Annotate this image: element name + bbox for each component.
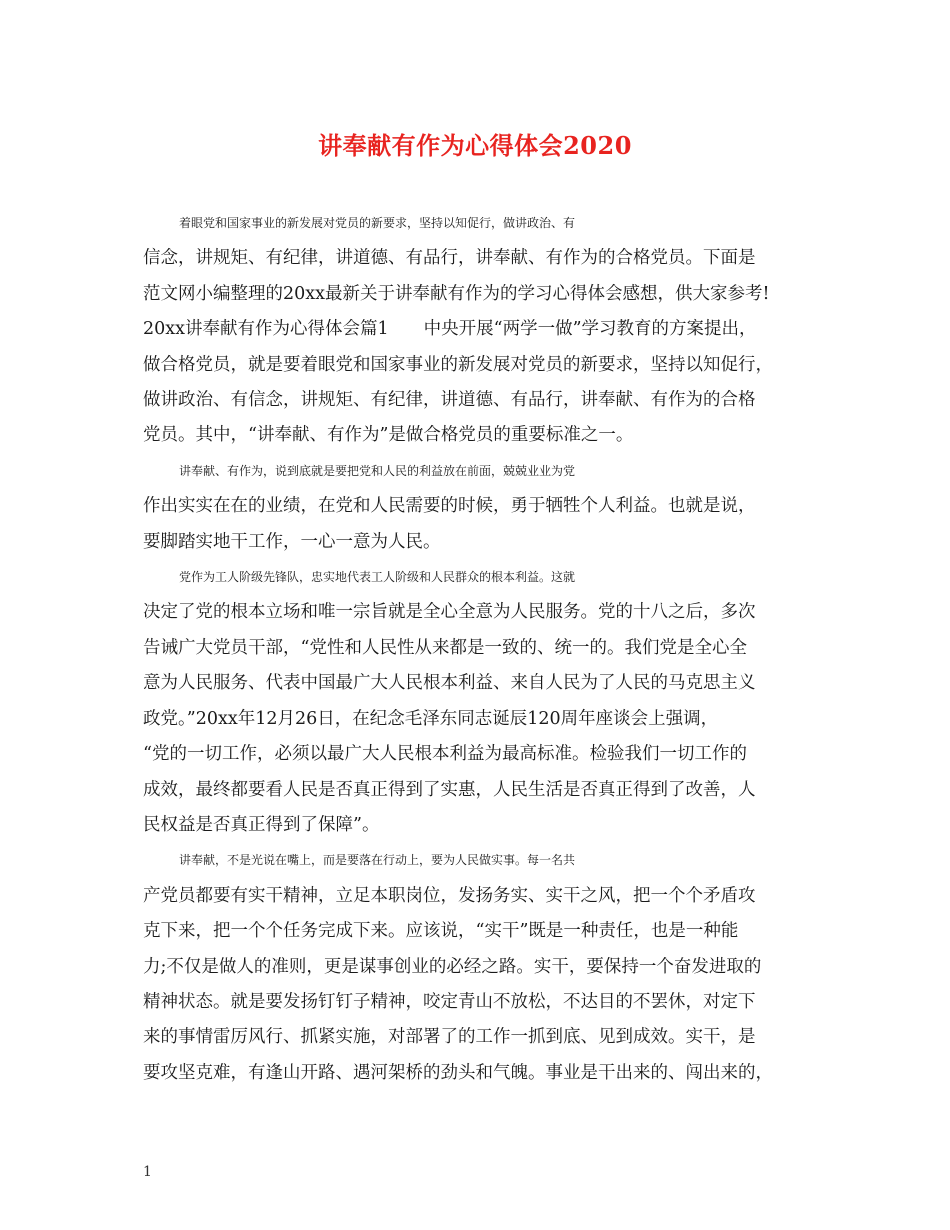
body-line: 精神状态。就是要发扬钉钉子精神，咬定青山不放松，不达目的不罢休，对定下	[143, 991, 756, 1012]
document-body	[143, 206, 811, 1091]
body-line: 党员。其中，“讲奉献、有作为”是做合格党员的重要标准之一。	[143, 425, 634, 446]
document-title: 讲奉献有作为心得体会2020	[318, 131, 632, 160]
body-line: 民权益是否真正得到了保障”。	[143, 814, 380, 835]
body-line: 着眼党和国家事业的新发展对党员的新要求，坚持以知促行，做讲政治、有	[179, 216, 576, 230]
body-line: 党作为工人阶级先锋队，忠实地代表工人阶级和人民群众的根本利益。这就	[179, 570, 576, 585]
body-line: 做合格党员，就是要着眼党和国家事业的新发展对党员的新要求，坚持以知促行，	[143, 354, 773, 375]
body-line: 产党员都要有实干精神，立足本职岗位，发扬务实、实干之风，把一个个矛盾攻	[143, 885, 756, 906]
body-line: 政党。”20xx年12月26日，在纪念毛泽东同志诞辰120周年座谈会上强调，	[143, 708, 719, 729]
body-line: 范文网小编整理的20xx最新关于讲奉献有作为的学习心得体会感想，供大家参考!	[143, 283, 770, 304]
body-line: 意为人民服务、代表中国最广大人民根本利益、来自人民为了人民的马克思主义	[143, 673, 756, 694]
body-line: 做讲政治、有信念，讲规矩、有纪律，讲道德、有品行，讲奉献、有作为的合格	[143, 390, 756, 411]
body-line: 告诫广大党员干部，“党性和人民性从来都是一致的、统一的。我们党是全心全	[143, 637, 747, 658]
body-line: 讲奉献，不是光说在嘴上，而是要落在行动上，要为人民做实事。每一名共	[179, 853, 576, 868]
body-line: 来的事情雷厉风行、抓紧实施，对部署了的工作一抓到底、见到成效。实干，是	[143, 1027, 756, 1048]
body-line: 要脚踏实地干工作，一心一意为人民。	[143, 531, 441, 552]
body-line: “党的一切工作，必须以最广大人民根本利益为最高标准。检验我们一切工作的	[143, 744, 747, 765]
body-line: 克下来，把一个个任务完成下来。应该说，“实干”既是一种责任，也是一种能	[143, 921, 739, 942]
page-number: 1	[143, 1164, 152, 1180]
body-line: 成效，最终都要看人民是否真正得到了实惠，人民生活是否真正得到了改善，人	[143, 779, 756, 800]
body-line: 决定了党的根本立场和唯一宗旨就是全心全意为人民服务。党的十八之后，多次	[143, 602, 756, 623]
body-line: 20xx讲奉献有作为心得体会篇1 中央开展“两学一做”学习教育的方案提出，	[143, 319, 757, 340]
body-line: 作出实实在在的业绩，在党和人民需要的时候，勇于牺牲个人利益。也就是说，	[143, 496, 756, 517]
body-line: 要攻坚克难，有逢山开路、遇河架桥的劲头和气魄。事业是干出来的、闯出来的，	[143, 1062, 773, 1083]
body-line: 力;不仅是做人的准则，更是谋事创业的必经之路。实干，要保持一个奋发进取的	[143, 956, 762, 977]
body-line: 讲奉献、有作为，说到底就是要把党和人民的利益放在前面，兢兢业业为党	[179, 463, 576, 478]
body-line: 信念，讲规矩、有纪律，讲道德、有品行，讲奉献、有作为的合格党员。下面是	[143, 248, 756, 269]
